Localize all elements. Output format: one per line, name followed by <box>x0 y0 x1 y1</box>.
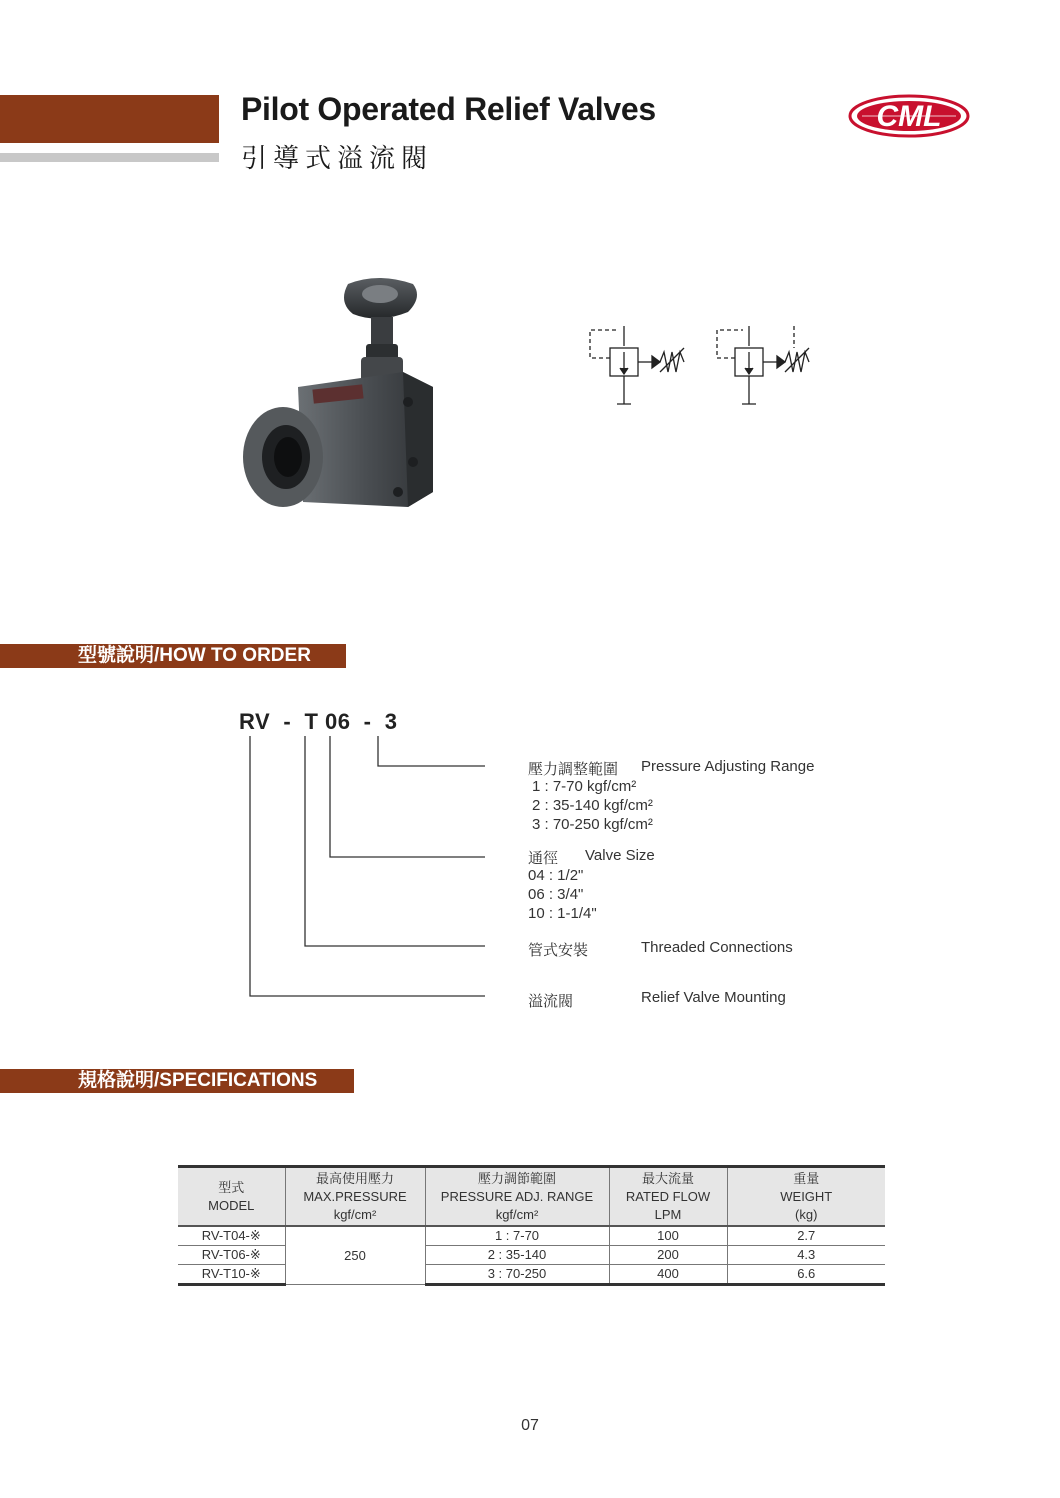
mounting-label-zh: 溢流閥 <box>528 993 574 1010</box>
pressure-option: 1 : 7-70 kgf/cm² <box>532 778 637 795</box>
pressure-range-label-zh: 壓力調整範圍 <box>528 761 619 778</box>
header-weight <box>727 1167 885 1227</box>
valve-size-option: 10 : 1-1/4" <box>528 905 597 922</box>
header-unit: kgf/cm² <box>495 1207 539 1222</box>
header-zh: 壓力調節範圍 <box>477 1171 556 1186</box>
table-header-row <box>178 1167 885 1227</box>
header-brown-bar <box>0 95 219 143</box>
product-photo <box>228 262 468 524</box>
valve-size-label-zh: 通徑 <box>528 850 559 867</box>
cell-range: 3 : 70-250 <box>425 1265 609 1285</box>
order-code-leader-lines <box>230 730 500 1010</box>
header-rated-flow <box>609 1167 727 1227</box>
cell-range: 2 : 35-140 <box>425 1246 609 1265</box>
cell-model: RV-T10-※ <box>178 1265 285 1285</box>
section-specifications: 規格說明/SPECIFICATIONS <box>0 1069 354 1093</box>
cell-weight: 2.7 <box>727 1226 885 1246</box>
cml-logo <box>848 93 970 139</box>
table-row <box>178 1226 885 1246</box>
valve-size-label-en: Valve Size <box>585 847 655 864</box>
pressure-option: 2 : 35-140 kgf/cm² <box>532 797 653 814</box>
cell-max-pressure: 250 <box>285 1226 425 1285</box>
cell-flow: 100 <box>609 1226 727 1246</box>
header-en: MAX.PRESSURE <box>303 1189 407 1204</box>
header-gray-bar <box>0 153 219 162</box>
header-zh: 型式 <box>218 1180 245 1195</box>
header-unit: (kg) <box>795 1207 818 1222</box>
header-pressure-range <box>425 1167 609 1227</box>
pressure-range-label-en: Pressure Adjusting Range <box>641 758 815 775</box>
logo-text: CML <box>876 100 942 133</box>
specifications-table <box>178 1165 885 1286</box>
header-zh: 最高使用壓力 <box>315 1171 394 1186</box>
section-how-to-order: 型號說明/HOW TO ORDER <box>0 644 346 668</box>
header-en: RATED FLOW <box>625 1189 711 1204</box>
valve-size-option: 06 : 3/4" <box>528 886 584 903</box>
valve-size-option: 04 : 1/2" <box>528 867 584 884</box>
table-row <box>178 1246 885 1265</box>
cell-weight: 6.6 <box>727 1265 885 1285</box>
header-unit: LPM <box>654 1207 682 1222</box>
cell-flow: 400 <box>609 1265 727 1285</box>
connection-label-en: Threaded Connections <box>641 939 793 956</box>
header-zh: 重量 <box>793 1171 820 1186</box>
header-max-pressure <box>285 1167 425 1227</box>
page-number: 07 <box>521 1417 539 1434</box>
cell-weight: 4.3 <box>727 1246 885 1265</box>
page-title-chinese: 引導式溢流閥 <box>241 143 434 173</box>
cell-model: RV-T04-※ <box>178 1226 285 1246</box>
table-row <box>178 1265 885 1285</box>
cell-model: RV-T06-※ <box>178 1246 285 1265</box>
pressure-option: 3 : 70-250 kgf/cm² <box>532 816 653 833</box>
page-title: Pilot Operated Relief Valves <box>241 91 656 127</box>
mounting-label-en: Relief Valve Mounting <box>641 989 786 1006</box>
cell-range: 1 : 7-70 <box>425 1226 609 1246</box>
hydraulic-symbol <box>580 318 830 414</box>
header-model <box>178 1167 285 1227</box>
header-en: PRESSURE ADJ. RANGE <box>440 1189 594 1204</box>
order-code: RV - T 06 - 3 <box>239 709 398 734</box>
header-zh: 最大流量 <box>641 1171 694 1186</box>
header-en: WEIGHT <box>780 1189 833 1204</box>
header-en: MODEL <box>208 1198 255 1213</box>
connection-label-zh: 管式安裝 <box>528 942 589 959</box>
header-unit: kgf/cm² <box>333 1207 377 1222</box>
cell-flow: 200 <box>609 1246 727 1265</box>
